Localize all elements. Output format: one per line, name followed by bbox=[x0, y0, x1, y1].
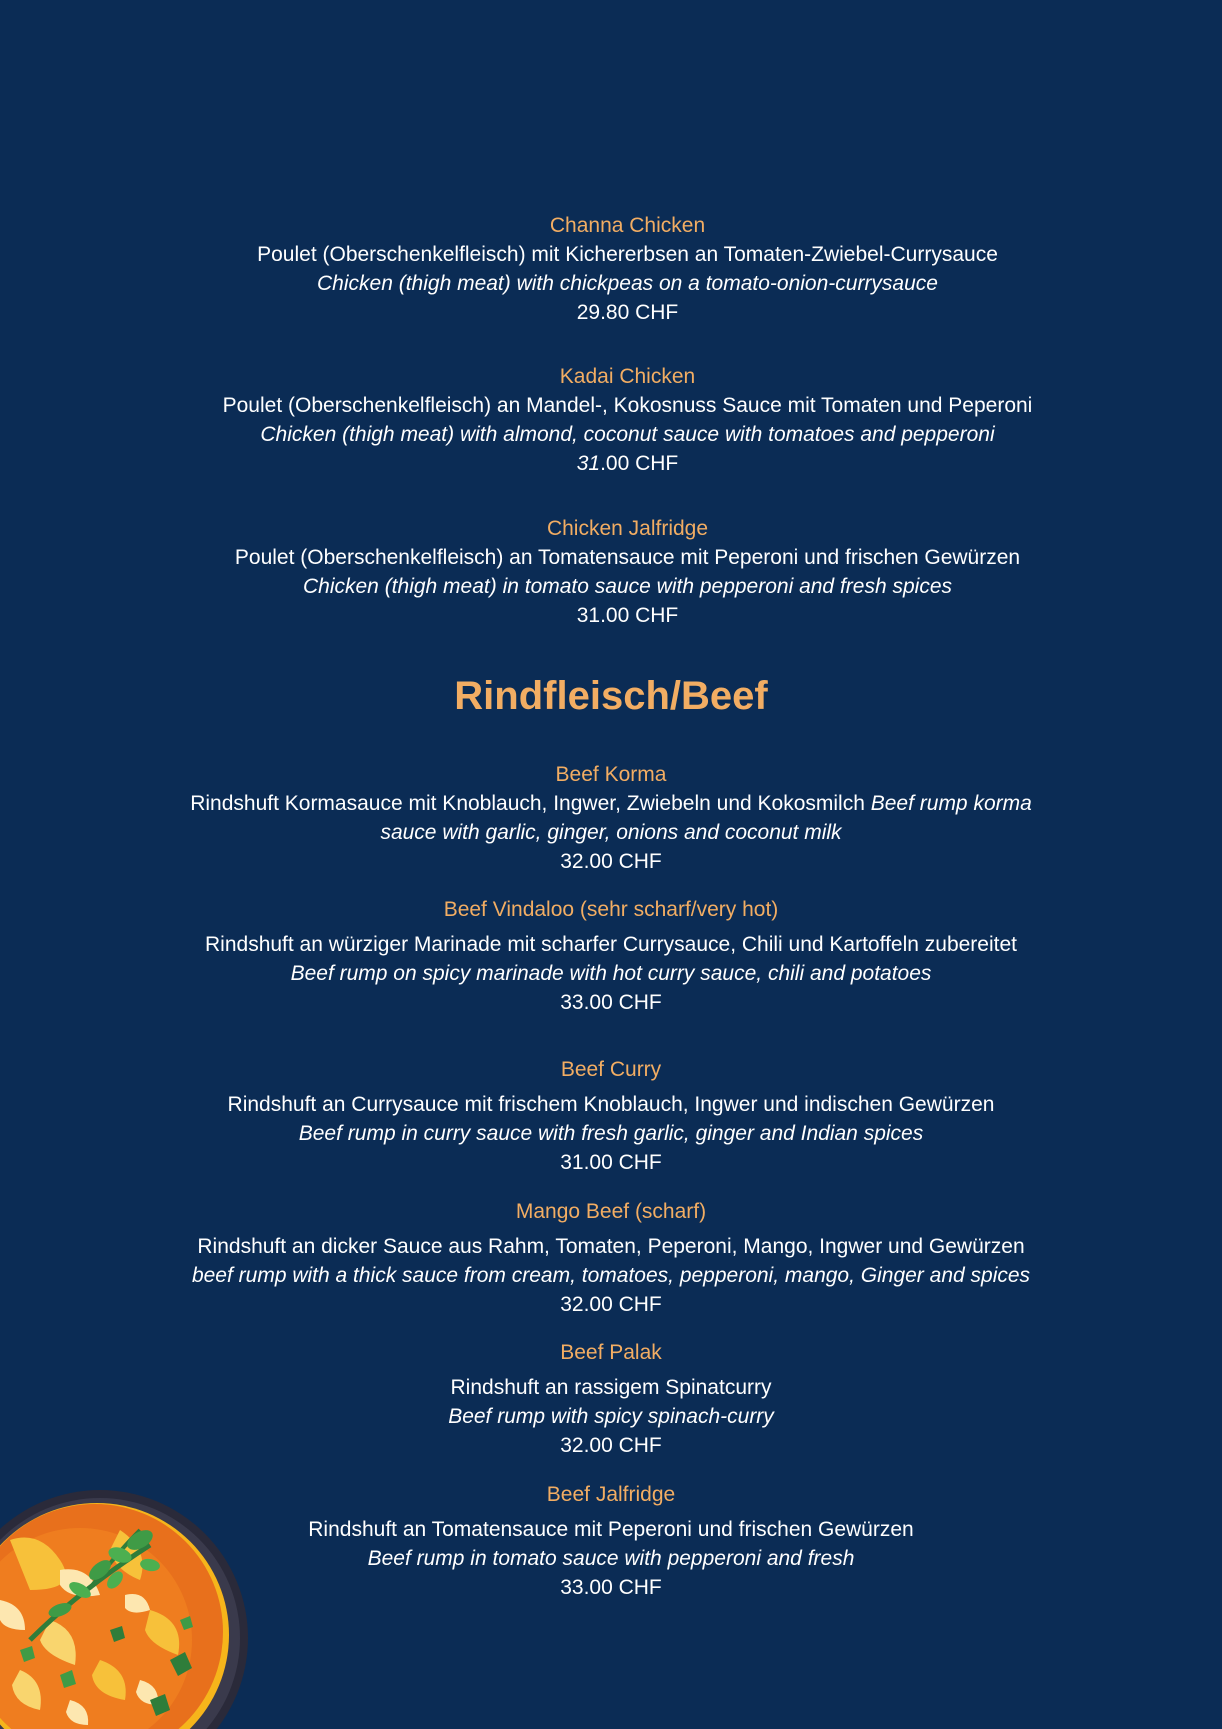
menu-item-name: Mango Beef (scharf) bbox=[515, 1200, 707, 1223]
menu-item-beef-palak bbox=[0, 1338, 1222, 1460]
menu-item-beef-vindaloo bbox=[0, 895, 1222, 1017]
menu-item-description-en: Chicken (thigh meat) with almond, coconut sauce with tomatoes and pepperoni bbox=[260, 423, 995, 446]
menu-item-name: Kadai Chicken bbox=[559, 365, 696, 388]
menu-item-description-de: Poulet (Oberschenkelfleisch) mit Kichererbsen an Tomaten-Zwiebel-Currysauce bbox=[257, 243, 998, 266]
menu-item-description-en: Beef rump in tomato sauce with pepperoni and fresh bbox=[367, 1547, 855, 1570]
menu-item-price: 32.00 CHF bbox=[560, 850, 662, 873]
menu-item-price: 33.00 CHF bbox=[560, 1576, 662, 1599]
menu-item-name: Beef Curry bbox=[560, 1058, 662, 1081]
menu-item-description-en: Chicken (thigh meat) in tomato sauce with pepperoni and fresh spices bbox=[302, 575, 952, 598]
menu-item-name: Beef Vindaloo (sehr scharf/very hot) bbox=[443, 898, 779, 921]
curry-bowl-icon bbox=[0, 1470, 260, 1729]
menu-item-description-en: beef rump with a thick sauce from cream, tomatoes, pepperoni, mango, Ginger and spices bbox=[191, 1264, 1031, 1287]
menu-item-name: Beef Korma bbox=[555, 763, 667, 786]
menu-item-description-de: Rindshuft an würziger Marinade mit scharfer Currysauce, Chili und Kartoffeln zubereitet bbox=[205, 933, 1017, 956]
section-title-beef: Rindfleisch/Beef bbox=[454, 674, 768, 718]
menu-item-name: Chicken Jalfridge bbox=[546, 517, 709, 540]
menu-item-mango-beef bbox=[0, 1197, 1222, 1319]
menu-item-beef-curry bbox=[0, 1055, 1222, 1177]
menu-item-kadai-chicken bbox=[0, 362, 1222, 478]
menu-item-price: 32.00 CHF bbox=[560, 1293, 662, 1316]
menu-item-description-de: Rindshuft an Tomatensauce mit Peperoni und frischen Gewürzen bbox=[308, 1518, 914, 1541]
menu-item-description-de: Poulet (Oberschenkelfleisch) an Mandel-, Kokosnuss Sauce mit Tomaten und Peperoni bbox=[222, 394, 1033, 417]
menu-item-price-italic: 31 bbox=[576, 452, 601, 475]
menu-item-description-en-inline: Beef rump korma bbox=[870, 792, 1032, 815]
menu-item-name: Channa Chicken bbox=[549, 214, 706, 237]
menu-item-price: 29.80 CHF bbox=[576, 301, 679, 324]
menu-item-description-de: Rindshuft an dicker Sauce aus Rahm, Tomaten, Peperoni, Mango, Ingwer und Gewürzen bbox=[197, 1235, 1025, 1258]
menu-item-channa-chicken bbox=[0, 211, 1222, 327]
menu-item-description-en: sauce with garlic, ginger, onions and coconut milk bbox=[380, 821, 842, 844]
menu-item-price: 33.00 CHF bbox=[560, 991, 662, 1014]
menu-item-description-en: Beef rump in curry sauce with fresh garlic, ginger and Indian spices bbox=[298, 1122, 924, 1145]
menu-item-price bbox=[0, 449, 1222, 478]
menu-item-description-de-text: Rindshuft Kormasauce mit Knoblauch, Ingwer, Zwiebeln und Kokosmilch bbox=[190, 792, 865, 815]
menu-item-description-de bbox=[0, 789, 1222, 818]
menu-item-name: Beef Palak bbox=[560, 1341, 662, 1364]
menu-item-beef-korma bbox=[0, 760, 1222, 876]
menu-item-price: 32.00 CHF bbox=[560, 1434, 662, 1457]
menu-item-name: Beef Jalfridge bbox=[546, 1483, 676, 1506]
menu-item-description-de: Rindshuft an rassigem Spinatcurry bbox=[450, 1376, 772, 1399]
menu-item-description-en: Beef rump on spicy marinade with hot curry sauce, chili and potatoes bbox=[290, 962, 932, 985]
menu-item-price: 31.00 CHF bbox=[560, 1151, 662, 1174]
menu-item-description-de: Poulet (Oberschenkelfleisch) an Tomatensauce mit Peperoni und frischen Gewürzen bbox=[234, 546, 1021, 569]
menu-item-description-en: Beef rump with spicy spinach-curry bbox=[448, 1405, 774, 1428]
menu-item-price-rest: .00 CHF bbox=[600, 452, 679, 475]
menu-item-description-de: Rindshuft an Currysauce mit frischem Knoblauch, Ingwer und indischen Gewürzen bbox=[227, 1093, 995, 1116]
menu-item-price: 31.00 CHF bbox=[576, 604, 679, 627]
menu-item-description-en: Chicken (thigh meat) with chickpeas on a tomato-onion-currysauce bbox=[317, 272, 938, 295]
menu-item-chicken-jalfridge bbox=[0, 514, 1222, 630]
